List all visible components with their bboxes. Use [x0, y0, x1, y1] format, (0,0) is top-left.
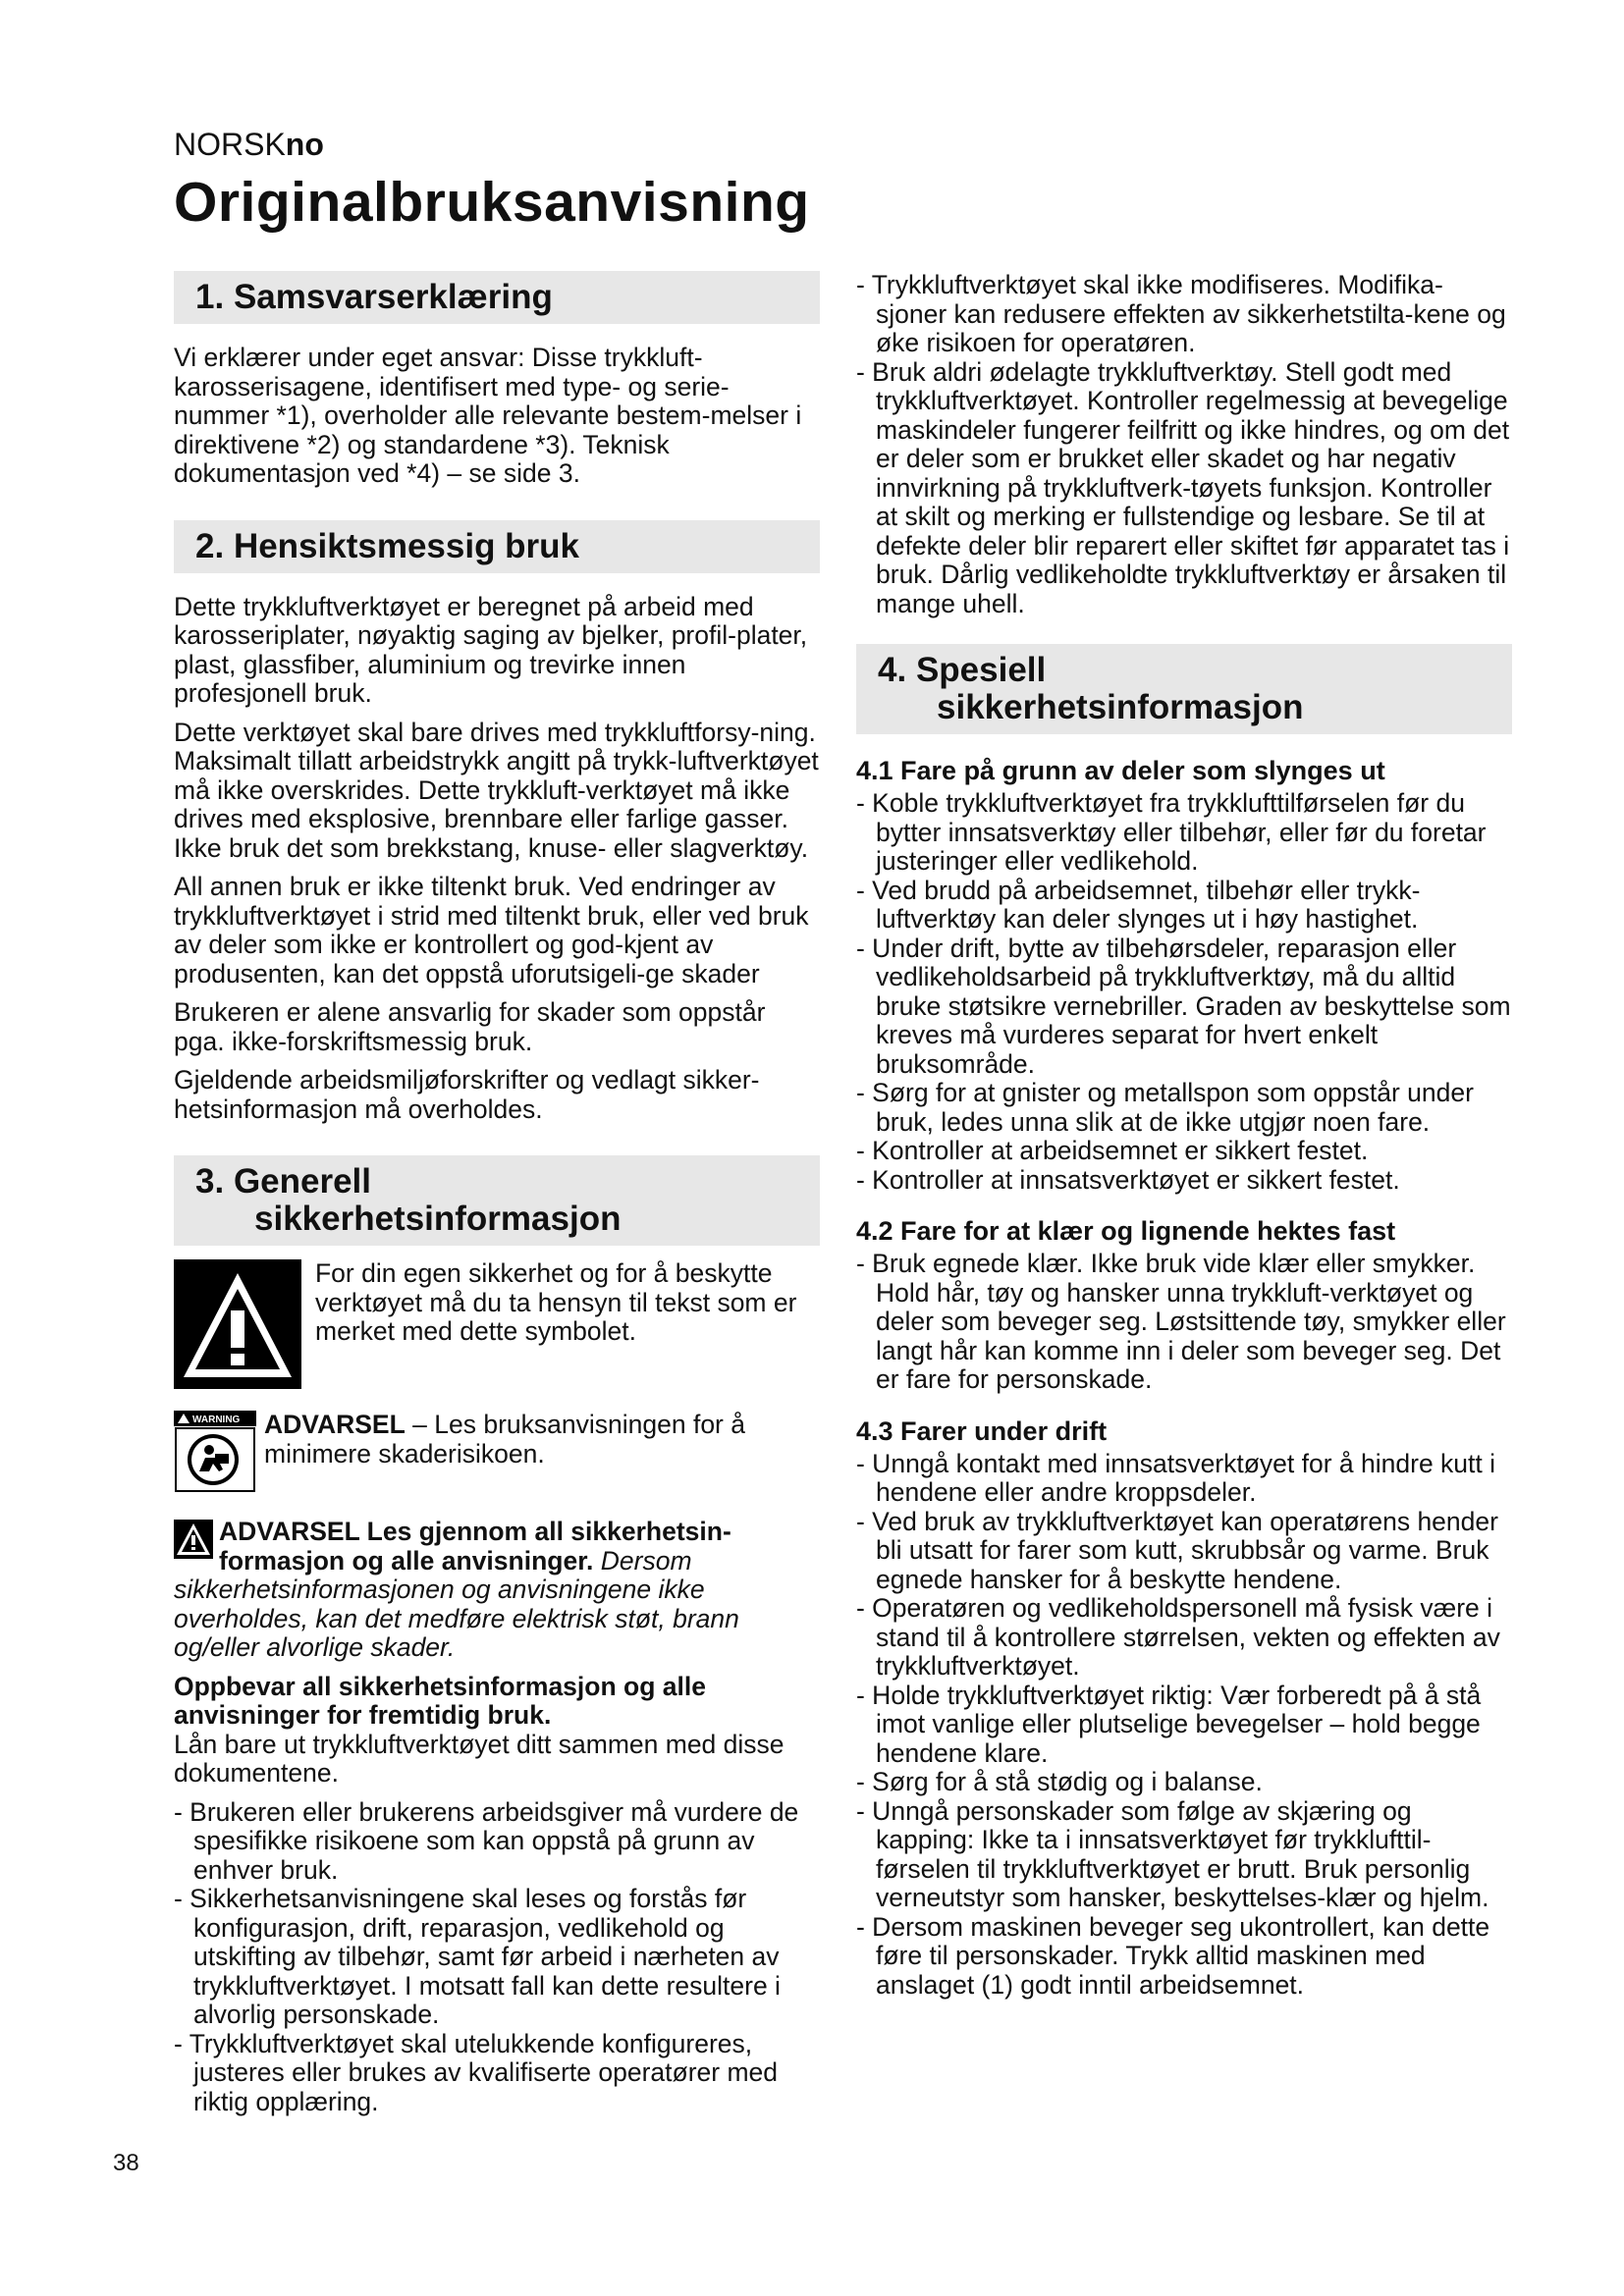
list-item: - Ved bruk av trykkluftverktøyet kan operatørens hender bli utsatt for farer som kutt, skrubbsår og varme. Bruk egnede hansker for å beskytte hendene.: [856, 1506, 1498, 1594]
section-2-paragraph: Gjeldende arbeidsmiljøforskrifter og vedlagt sikker-hetsinformasjon må overholdes.: [174, 1065, 760, 1124]
general-warning-bold: ADVARSEL Les gjennom all sikkerhetsin-formasjon og alle anvisninger.: [219, 1517, 731, 1575]
list-item: - Ved brudd på arbeidsemnet, tilbehør eller trykk-luftverktøy kan deler slynges ut i høy hastighet.: [856, 875, 1421, 934]
general-warning-text: [174, 1518, 820, 1663]
section-1-number: 1.: [195, 278, 225, 316]
subsection-4-2-title: 4.2 Fare for at klær og lignende hektes fast: [856, 1216, 1396, 1246]
keep-instructions: [174, 1673, 820, 1731]
list-item: - Brukeren eller brukerens arbeidsgiver må vurdere de spesifikke risikoene som kan oppstå på grunn av enhver bruk.: [174, 1796, 799, 1885]
list-item: - Sørg for at gnister og metallspon som oppstår under bruk, ledes unna slik at de ikke utgjør noen fare.: [856, 1078, 1474, 1137]
subsection-4-1-title: 4.1 Fare på grunn av deler som slynges ut: [856, 756, 1385, 785]
list-item: - Bruk egnede klær. Ikke bruk vide klær eller smykker. Hold hår, tøy og hansker unna trykkluft-verktøyet og deler som beveger seg. Løstsittende tøy, smykker eller langt hår kan komme inn i deler som beveger seg. Det er fare for personskade.: [856, 1249, 1506, 1394]
left-column: [174, 271, 820, 2116]
list-item: - Unngå kontakt med innsatsverktøyet for å hindre kutt i hendene eller andre kroppsdeler.: [856, 1448, 1496, 1507]
keep-instructions-text: Lån bare ut trykkluftverktøyet ditt sammen med disse dokumentene.: [174, 1729, 785, 1788]
section-3-title-line2: sikkerhetsinformasjon: [254, 1200, 622, 1238]
read-manual-text: [256, 1411, 820, 1488]
list-item: - Trykkluftverktøyet skal utelukkende konfigureres, justeres eller brukes av kvalifiserte operatører med riktig opplæring.: [174, 2028, 779, 2116]
warning-triangle-icon: [174, 1520, 213, 1559]
right-column: [856, 271, 1512, 2000]
keep-instructions-bold: Oppbevar all sikkerhetsinformasjon og alle anvisninger for fremtidig bruk.: [174, 1671, 706, 1730]
section-2-paragraph: Dette trykkluftverktøyet er beregnet på arbeid med karosseriplater, nøyaktig saging av bjelker, profil-plater, plast, glassfiber, aluminium og trevirke innen profesjonell bruk.: [174, 591, 808, 708]
section-1-heading: [174, 271, 820, 324]
list-item: - Kontroller at innsatsverktøyet er sikkert festet.: [856, 1164, 1400, 1195]
section-2-title: Hensiktsmessig bruk: [233, 526, 580, 565]
list-item: - Sørg for å stå stødig og i balanse.: [856, 1767, 1263, 1796]
warning-triangle-icon: [174, 1259, 301, 1389]
page-number: 38: [113, 2150, 139, 2176]
list-item: - Trykkluftverktøyet skal ikke modifiseres. Modifika-sjoner kan redusere effekten av sikkerhetstilta-kene og øke risikoen for operatøren.: [856, 270, 1506, 357]
section-2-paragraph: All annen bruk er ikke tiltenkt bruk. Ved endringer av trykkluftverktøyet i strid med tiltenkt bruk, eller ved bruk av deler som ikke er kontrollert og god-kjent av produsenten, kan det oppstå uforutsigeli-ge skader: [174, 872, 809, 988]
subsection-4-3-title: 4.3 Farer under drift: [856, 1415, 1108, 1446]
section-4-title-line2: sikkerhetsinformasjon: [937, 688, 1304, 726]
language-code: no: [285, 127, 324, 162]
safety-symbol-block: [174, 1259, 820, 1389]
section-1-title: Samsvarserklæring: [233, 278, 553, 316]
list-item: - Operatøren og vedlikeholdspersonell må fysisk være i stand til å kontrollere størrelsen, vekten og effekten av trykkluftverktøyet.: [856, 1593, 1500, 1681]
advarsel-text: – Les bruksanvisningen for å minimere skaderisikoen.: [264, 1410, 745, 1468]
section-2-number: 2.: [195, 526, 225, 565]
list-item: - Kontroller at arbeidsemnet er sikkert festet.: [856, 1136, 1369, 1165]
list-item: - Unngå personskader som følge av skjæring og kapping: Ikke ta i innsatsverktøyet før trykklufttil-førselen til trykkluftverktøyet er brutt. Bruk personlig verneutstyr som hansker, beskyttelses-klær og hjelm.: [856, 1795, 1489, 1912]
section-3-number: 3.: [195, 1162, 225, 1201]
language-label: [174, 126, 810, 163]
general-warning-italic: Dersom sikkerhetsinformasjonen og anvisningene ikke overholdes, kan det medføre elektrisk støt, brann og/eller alvorlige skader.: [174, 1545, 739, 1662]
list-item: - Koble trykkluftverktøyet fra trykklufttilførselen før du bytter innsatsverktøy eller tilbehør, eller før du foretar justeringer eller vedlikehold.: [856, 788, 1487, 876]
list-item: - Holde trykkluftverktøyet riktig: Vær forberedt på å stå imot vanlige eller plutselige bevegelser – hold begge hendene klare.: [856, 1680, 1482, 1768]
read-manual-icon: [174, 1411, 256, 1498]
section-1-text: Vi erklærer under eget ansvar: Disse trykkluft-karosserisagene, identifisert med type- og serie-nummer *1), overholder alle relevante bestem-melser i direktivene *2) og standardene *3). Teknisk dokumentasjon ved *4) – se side 3.: [174, 343, 802, 488]
advarsel-label: ADVARSEL: [264, 1410, 406, 1439]
section-3-heading: [174, 1155, 820, 1246]
page-header: [174, 126, 810, 236]
list-item: - Sikkerhetsanvisningene skal leses og forstås før konfigurasjon, drift, reparasjon, vedlikehold og utskifting av tilbehør, samt før arbeid i nærheten av trykkluftverktøyet. I motsatt fall kan dette resultere i alvorlig personskade.: [174, 1884, 781, 2029]
warning-label: WARNING: [192, 1415, 241, 1425]
list-item: - Under drift, bytte av tilbehørsdeler, reparasjon eller vedlikeholdsarbeid på trykkluftverktøy, må du alltid bruke støtsikre vernebriller. Graden av beskyttelse som kreves må vurderes separat for hvert enkelt bruksområde.: [856, 933, 1511, 1079]
section-2-paragraph: Brukeren er alene ansvarlig for skader som oppstår pga. ikke-forskriftsmessig bruk.: [174, 997, 766, 1056]
page-title: Originalbruksanvisning: [174, 171, 810, 234]
list-item: - Dersom maskinen beveger seg ukontrollert, kan dette føre til personskader. Trykk alltid maskinen med anslaget (1) godt inntil arbeidsemnet.: [856, 1911, 1490, 2000]
section-4-heading: [856, 644, 1512, 734]
safety-symbol-text: For din egen sikkerhet og for å beskytte verktøyet må du ta hensyn til tekst som er merket med dette symbolet.: [315, 1258, 797, 1346]
section-3-title-line1: Generell: [233, 1162, 372, 1201]
general-warning: [174, 1518, 820, 1663]
read-manual-warning: [174, 1411, 820, 1498]
section-2-heading: [174, 520, 820, 573]
list-item: - Bruk aldri ødelagte trykkluftverktøy. Stell godt med trykkluftverktøyet. Kontroller regelmessig at bevegelige maskindeler fungerer feilfritt og ikke hindres, og om det er deler som er brukket eller skadet og har negativ innvirkning på trykkluftverk-tøyets funksjon. Kontroller at skilt og merking er fullstendige og lesbare. Se til at defekte deler blir reparert eller skiftet før apparatet tas i bruk. Dårlig vedlikeholdte trykkluftverktøy er årsaken til mange uhell.: [856, 356, 1510, 618]
section-4-title-line1: Spesiell: [915, 651, 1047, 689]
section-2-paragraph: Dette verktøyet skal bare drives med trykkluftforsy-ning. Maksimalt tillatt arbeidstrykk angitt på trykk-luftverktøyet må ikke overskrides. Dette trykkluft-verktøyet må ikke drives med eksplosive, brennbare eller farlige gasser. Ikke bruk det som brekkstang, knuse- eller slagverktøy.: [174, 717, 819, 863]
language-name: NORSK: [174, 127, 286, 162]
section-4-number: 4.: [878, 651, 907, 689]
